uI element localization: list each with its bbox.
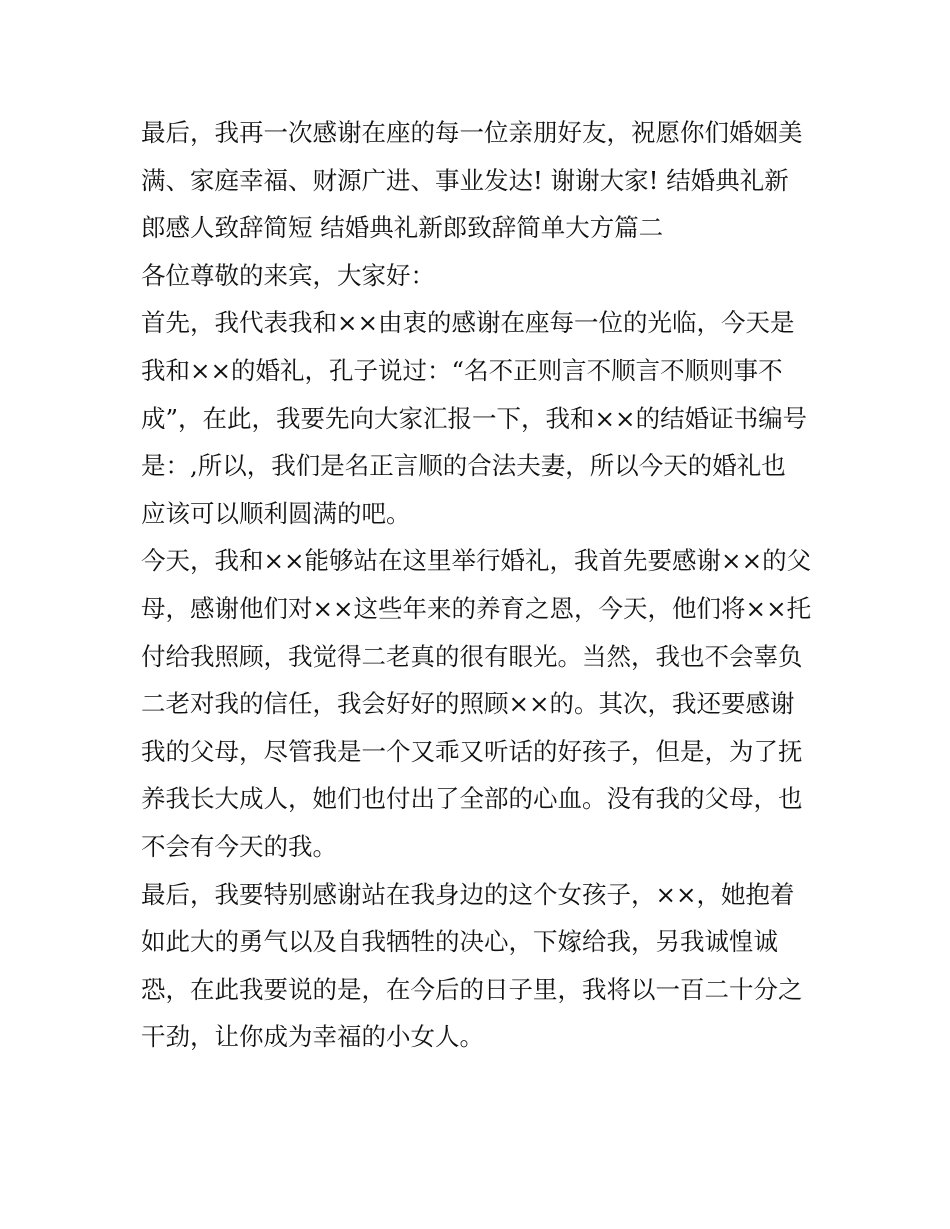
- text-line: 郎感人致辞简短 结婚典礼新郎致辞简单大方篇二: [141, 213, 664, 243]
- speech-text: [141, 109, 821, 1061]
- text-line: 我的父母，尽管我是一个又乖又听话的好孩子，但是，为了抚: [141, 736, 803, 766]
- text-line: 恐，在此我要说的是，在今后的日子里，我将以一百二十分之: [141, 974, 803, 1004]
- text-line: 首先，我代表我和××由衷的感谢在座每一位的光临，今天是: [141, 308, 795, 338]
- text-line: 养我长大成人，她们也付出了全部的心血。没有我的父母，也: [141, 784, 803, 814]
- text-line: 我和××的婚礼，孔子说过：“名不正则言不顺言不顺则事不: [141, 355, 783, 385]
- text-line: 各位尊敬的来宾，大家好：: [141, 260, 435, 290]
- text-line: 今天，我和××能够站在这里举行婚礼，我首先要感谢××的父: [141, 546, 812, 576]
- text-line: 是：,所以，我们是名正言顺的合法夫妻，所以今天的婚礼也: [141, 451, 786, 481]
- text-line: 母，感谢他们对××这些年来的养育之恩，今天，他们将××托: [141, 593, 812, 623]
- text-line: 如此大的勇气以及自我牺牲的决心，下嫁给我，另我诚惶诚: [141, 927, 778, 957]
- text-line: 最后，我再一次感谢在座的每一位亲朋好友，祝愿你们婚姻美: [141, 118, 803, 147]
- text-line: 二老对我的信任，我会好好的照顾××的。其次，我还要感谢: [141, 689, 795, 719]
- text-line: 应该可以顺利圆满的吧。: [141, 498, 411, 528]
- text-line: 成”，在此，我要先向大家汇报一下，我和××的结婚证书编号: [141, 403, 808, 433]
- text-line: 干劲，让你成为幸福的小女人。: [141, 1022, 484, 1052]
- text-line: 满、家庭幸福、财源广进、事业发达! 谢谢大家! 结婚典礼新: [141, 165, 789, 195]
- text-line: 最后，我要特别感谢站在我身边的这个女孩子，××，她抱着: [141, 879, 795, 909]
- text-line: 付给我照顾，我觉得二老真的很有眼光。当然，我也不会辜负: [141, 641, 803, 671]
- text-line: 不会有今天的我。: [141, 831, 337, 861]
